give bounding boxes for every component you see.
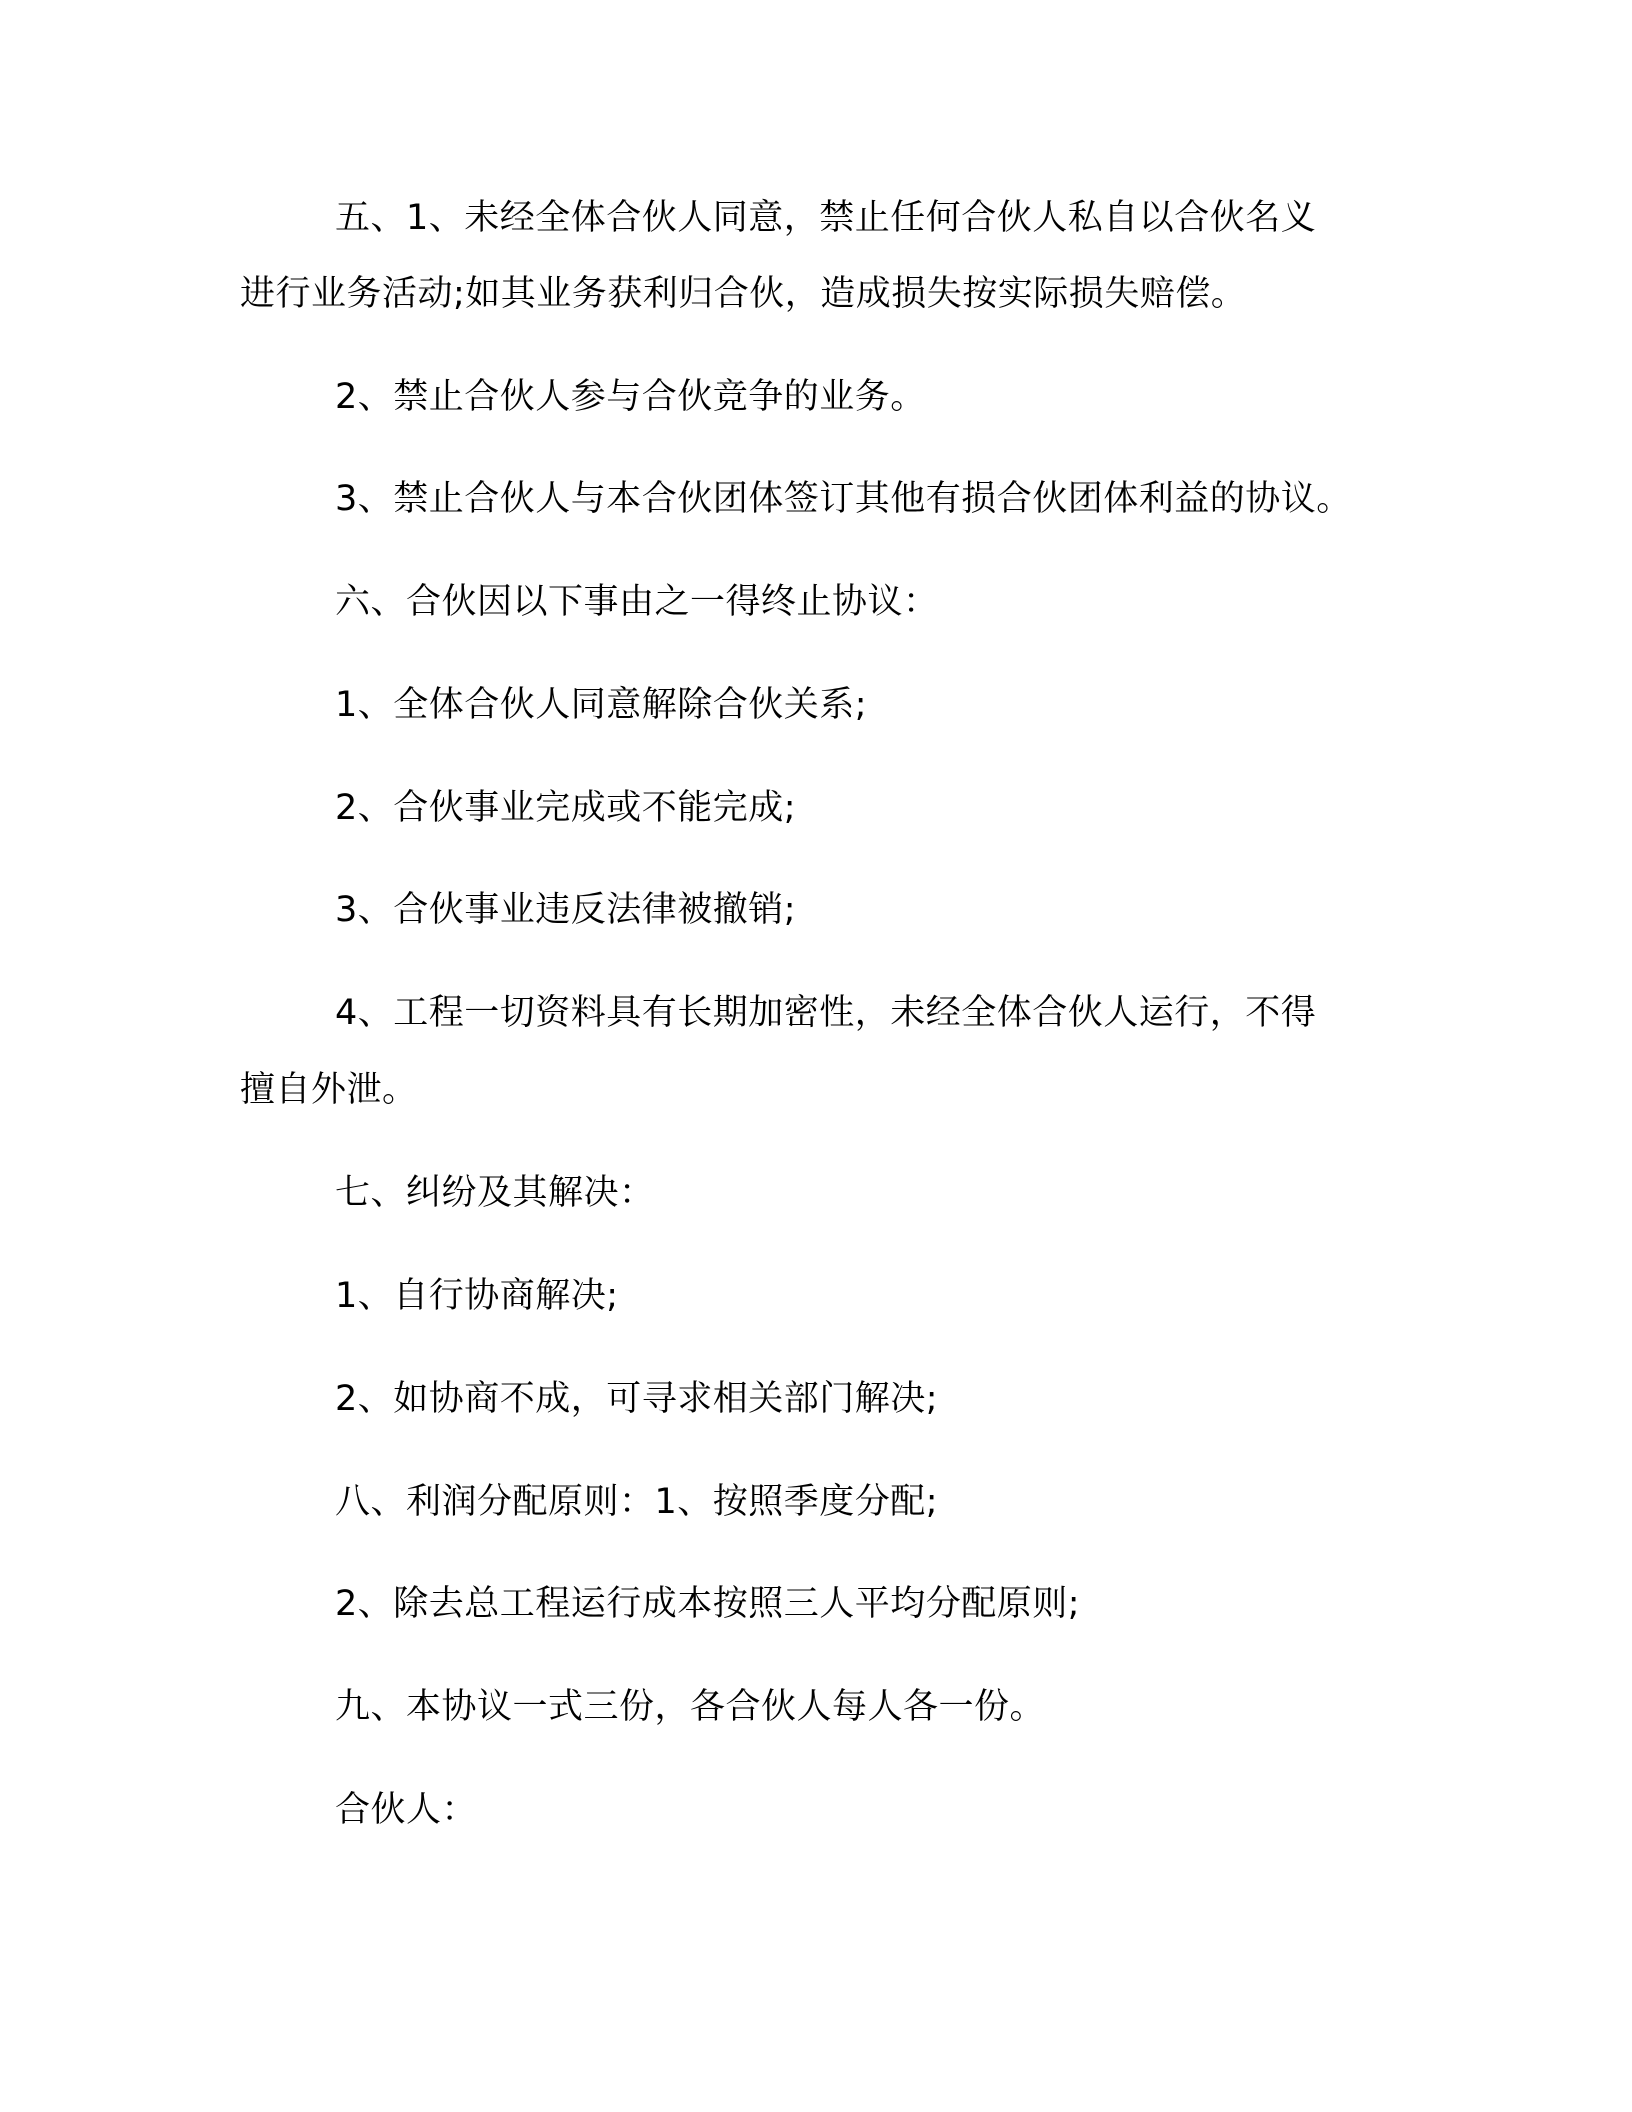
clause-8-heading: 八、利润分配原则：1、按照季度分配; <box>335 1482 939 1522</box>
clause-6-item-2: 2、合伙事业完成或不能完成; <box>335 788 797 828</box>
clause-6-item-4-line-1: 4、工程一切资料具有长期加密性，未经全体合伙人运行，不得 <box>335 993 1317 1033</box>
clause-6-heading: 六、合伙因以下事由之一得终止协议： <box>335 582 939 622</box>
clause-5-item-3: 3、禁止合伙人与本合伙团体签订其他有损合伙团体利益的协议。 <box>335 479 1352 519</box>
clause-5-item-1-line-2: 进行业务活动;如其业务获利归合伙，造成损失按实际损失赔偿。 <box>240 274 1247 314</box>
clause-8-item-2: 2、除去总工程运行成本按照三人平均分配原则; <box>335 1584 1081 1624</box>
clause-6-item-4-line-2: 擅自外泄。 <box>240 1070 418 1110</box>
clause-7-item-1: 1、自行协商解决; <box>335 1276 619 1316</box>
clause-9: 九、本协议一式三份，各合伙人每人各一份。 <box>335 1687 1046 1727</box>
clause-7-item-2: 2、如协商不成，可寻求相关部门解决; <box>335 1379 939 1419</box>
clause-6-item-1: 1、全体合伙人同意解除合伙关系; <box>335 685 868 725</box>
clause-7-heading: 七、纠纷及其解决： <box>335 1173 655 1213</box>
clause-5-item-2: 2、禁止合伙人参与合伙竞争的业务。 <box>335 377 926 417</box>
partners-label: 合伙人： <box>335 1790 478 1830</box>
clause-6-item-3: 3、合伙事业违反法律被撤销; <box>335 890 797 930</box>
clause-5-item-1-line-1: 五、1、未经全体合伙人同意，禁止任何合伙人私自以合伙名义 <box>335 198 1317 238</box>
